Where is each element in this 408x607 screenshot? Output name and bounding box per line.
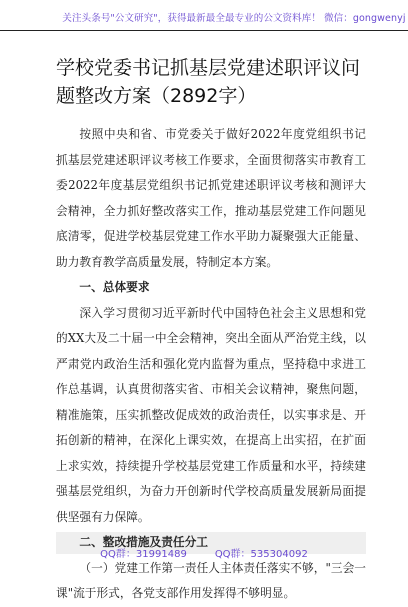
footer-contacts [0,545,408,560]
measures-item-1: （一）党建工作第一责任人主体责任落实不够，"三会一课"流于形式，各党支部作用发挥得不够明显。 [56,560,366,600]
document-title: 学校党委书记抓基层党建述职评议问题整改方案（2892字） [56,57,361,107]
intro-paragraph: 按照中央和省、市党委关于做好2022年度党组织书记抓基层党建述职评议考核工作要求，全面贯彻落实市教育工委2022年度基层党组织书记抓党建述职评议考核和测评大会精神，全力抓好整改落实工作，推动基层党建工作问题见底清零，促进学校基层党建工作水平助力凝聚强大正能量、助力教育教学高质量发展，特制定本方案。 [56,127,366,269]
header-divider [0,30,408,31]
footer-qq-group-2: QQ群：535304092 [214,549,308,560]
section-heading-measures: 二、整改措施及责任分工 [79,535,208,549]
document-body [56,122,366,607]
section-heading-general: 一、总体要求 [79,280,150,294]
general-requirements-paragraph: 深入学习贯彻习近平新时代中国特色社会主义思想和党的XX大及二十届一中全会精神，突出全面从严治党主线，以严肃党内政治生活和强化党内监督为重点，坚持稳中求进工作总基调，认真贯彻落实省、市相关会议精神，聚焦问题，精准施策，压实抓整改促成效的政治责任，以实事求是、开拓创新的精神，在深化上课实效，在提高上出实招，在扩面上求实效，持续提升学校基层党建工作质量和水平，持续建强基层党组织，为奋力开创新时代学校高质量发展新局面提供坚强有力保障。 [56,305,366,524]
footer-qq-group-1: QQ群：31991489 [100,549,187,560]
promo-banner: 关注头条号"公文研究"，获得最新最全最专业的公文资料库！ 微信：gongwenyj [62,13,406,24]
